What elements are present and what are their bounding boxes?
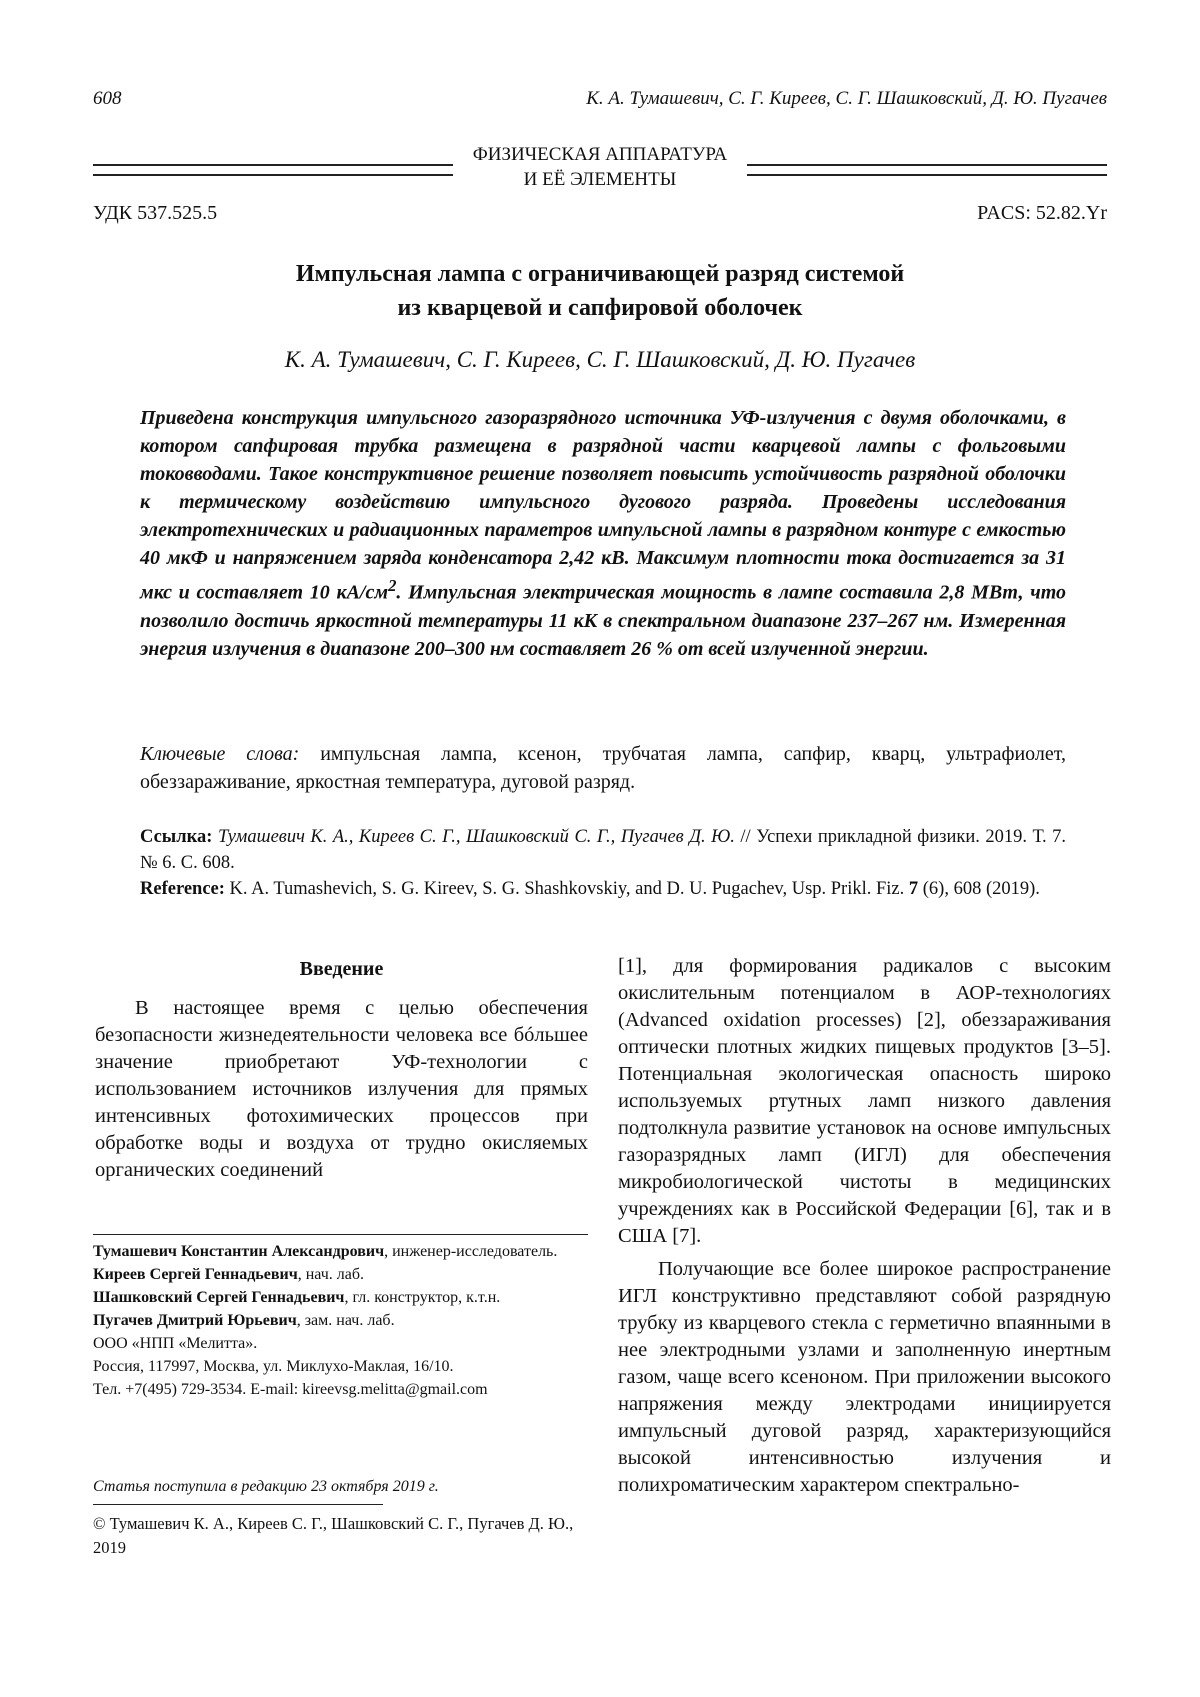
citation-ru <box>140 824 1066 876</box>
abstract <box>140 404 1066 663</box>
citation-en <box>140 876 1066 902</box>
copyright: © Тумашевич К. А., Киреев С. Г., Шашковский С. Г., Пугачев Д. Ю., 2019 <box>93 1514 574 1557</box>
article-title-line-2: из кварцевой и сапфировой оболочек <box>397 295 803 321</box>
citation-en-label: Reference: <box>140 879 225 899</box>
footnote-organization: ООО «НПП «Мелитта». <box>93 1335 258 1352</box>
citation-ru-source: // Успехи прикладной физики. 2019. Т. 7. № 6. С. 608. <box>140 827 1067 873</box>
page-number: 608 <box>93 88 122 109</box>
footnote-author-1-name: Тумашевич Константин Александрович <box>93 1243 385 1260</box>
footnote-author-4-role: , зам. нач. лаб. <box>296 1312 395 1329</box>
footnote-author-2-name: Киреев Сергей Геннадьевич <box>93 1266 298 1283</box>
article-title <box>120 257 1080 325</box>
citation-en-volume: 7 <box>908 879 919 899</box>
author-list: К. А. Тумашевич, С. Г. Киреев, С. Г. Шашковский, Д. Ю. Пугачев <box>284 347 916 372</box>
citation-ru-authors: Тумашевич К. А., Киреев С. Г., Шашковский С. Г., Пугачев Д. Ю. <box>217 827 735 847</box>
section-banner <box>93 142 1107 192</box>
received-date: Статья поступила в редакцию 23 октября 2019 г. <box>93 1478 439 1495</box>
section-title <box>453 142 747 192</box>
column-right <box>618 953 1111 1499</box>
footnote-address: Россия, 117997, Москва, ул. Миклухо-Маклая, 16/10. <box>93 1358 454 1375</box>
abstract-text-continued: . Импульсная электрическая мощность в лампе составила 2,8 МВт, что позволило достичь яркостной температуры 11 кК в спектральном диапазоне 237–267 нм. Измеренная энергия излучения в диапазоне 200–300 нм составляет 26 % от всей излученной энергии. <box>140 581 1067 660</box>
udc-code: УДК 537.525.5 <box>93 202 218 224</box>
section-title-line-2: И ЕЁ ЭЛЕМЕНТЫ <box>523 169 677 190</box>
footnote-author-4 <box>93 1309 588 1332</box>
intro-heading: Введение <box>299 958 384 980</box>
article-title-line-1: Импульсная лампа с ограничивающей разряд системой <box>295 261 905 287</box>
footnote-contact: Тел. +7(495) 729-3534. E-mail: kireevsg.melitta@gmail.com <box>93 1381 488 1398</box>
double-rule-right <box>747 164 1107 176</box>
keywords-text: импульсная лампа, ксенон, трубчатая лампа, сапфир, кварц, ультрафиолет, обеззараживание, яркостная температура, дуговой разряд. <box>140 743 1066 793</box>
footnote-author-3-role: , гл. конструктор, к.т.н. <box>344 1289 501 1306</box>
double-rule-left <box>93 164 453 176</box>
copyright-divider <box>93 1504 383 1505</box>
citation-en-text-end: (6), 608 (2019). <box>922 879 1040 899</box>
abstract-text: Приведена конструкция импульсного газоразрядного источника УФ-излучения с двумя оболочками, в котором сапфировая трубка размещена в разрядной части кварцевой лампы с фольговыми токовводами. Такое конструктивное решение позволяет повысить устойчивость разрядной оболочки к термическому воздействию импульсного дугового разряда. Проведены исследования электротехнических и радиационных параметров импульсной лампы в разрядном контуре с емкостью 40 мкФ и напряжением заряда конденсатора 2,42 кВ. Максимум плотности тока достигается за 31 мкс и составляет 10 кА/см <box>140 407 1066 604</box>
keywords-label: Ключевые слова: <box>140 743 300 765</box>
intro-paragraph-3: Получающие все более широкое распространение ИГЛ конструктивно представляют собой разрядную трубку из кварцевого стекла с герметично впаянными в нее электродными узлами и заполненную инертным газом, чаще всего ксеноном. При приложении высокого напряжения между электродами инициируется импульсный дуговой разряд, характеризующийся высокой интенсивностью излучения и полихроматическим характером спектрально- <box>618 1258 1111 1496</box>
footnote-author-4-name: Пугачев Дмитрий Юрьевич <box>93 1312 297 1329</box>
footnote-author-3 <box>93 1286 588 1309</box>
running-head-authors: К. А. Тумашевич, С. Г. Киреев, С. Г. Шашковский, Д. Ю. Пугачев <box>586 88 1107 109</box>
keywords <box>140 740 1066 796</box>
footnote-author-2 <box>93 1263 588 1286</box>
footnote-author-2-role: , нач. лаб. <box>297 1266 365 1283</box>
footnote-author-1-role: , инженер-исследователь. <box>384 1243 558 1260</box>
footnote-divider <box>93 1234 588 1235</box>
author-footnotes <box>93 1240 588 1401</box>
citation-block <box>140 824 1066 902</box>
citation-en-text: K. A. Tumashevich, S. G. Kireev, S. G. Shashkovskiy, and D. U. Pugachev, Usp. Prikl. Fiz. <box>229 879 905 899</box>
pacs-code: PACS: 52.82.Yr <box>977 202 1107 224</box>
footnote-author-3-name: Шашковский Сергей Геннадьевич <box>93 1289 345 1306</box>
intro-paragraph-1: В настоящее время с целью обеспечения безопасности жизнедеятельности человека все бóльшее значение приобретают УФ-технологии с использованием источников излучения для прямых интенсивных фотохимических процессов при обработке воды и воздуха от трудно окисляемых органических соединений <box>95 997 588 1181</box>
abstract-superscript: 2 <box>388 576 397 595</box>
footnote-author-1 <box>93 1240 588 1263</box>
section-title-line-1: ФИЗИЧЕСКАЯ АППАРАТУРА <box>472 144 728 165</box>
intro-paragraph-2: [1], для формирования радикалов с высоким окислительным потенциалом в АОР-технологиях (Advanced oxidation processes) [2], обеззараживания оптически плотных жидких пищевых продуктов [3–5]. Потенциальная экологическая опасность широко используемых ртутных ламп низкого давления подтолкнула развитие установок на основе импульсных газоразрядных ламп (ИГЛ) для обеспечения микробиологической чистоты в медицинских учреждениях как в Российской Федерации [6], так и в США [7]. <box>618 955 1111 1247</box>
column-left <box>95 953 588 1184</box>
citation-ru-label: Ссылка: <box>140 827 213 847</box>
